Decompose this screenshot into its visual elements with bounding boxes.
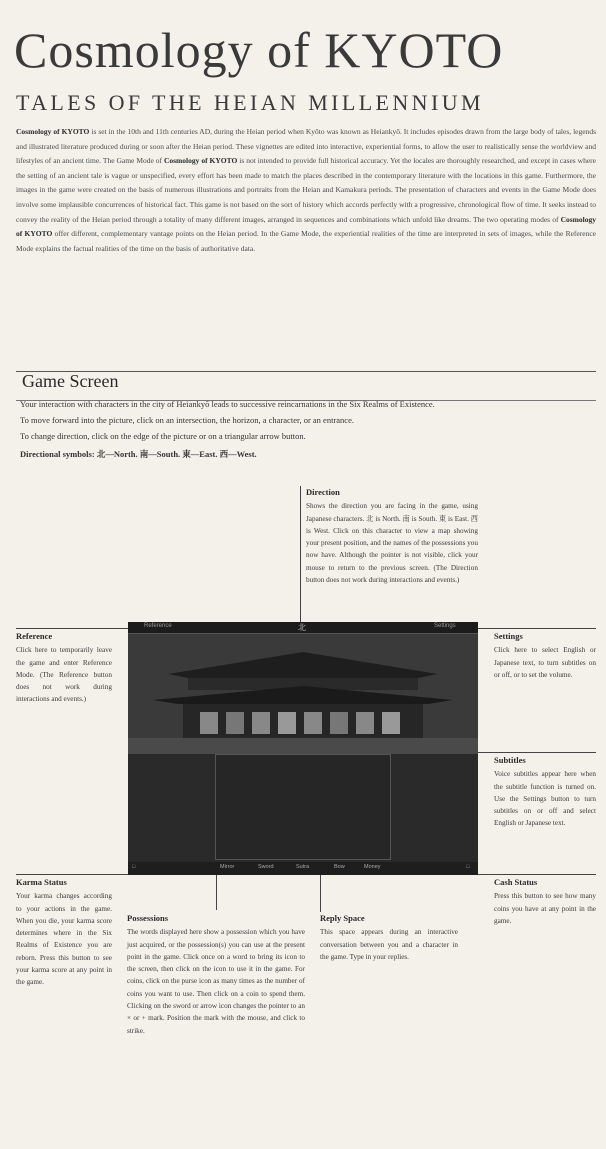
section-line-3: To change direction, click on the edge of the picture or on a triangular arrow button. (20, 431, 306, 441)
possessions-text: The words displayed here show a possession which you have just acquired, or the possession(s) you can use at the present point in the game. Click once on a word to bring its icon to the screen, then click on the icon to use it in the game. For coins, click on the purse icon as many times as the number of coins you want to use. Then click on a coin to spend them. Clicking on the sword or arrow icon changes the pointer to an × or + mark. Position the mark with the mouse, and click to strike. (127, 928, 305, 1035)
subtitle-reply-area[interactable] (215, 754, 391, 860)
section-line-2: To move forward into the picture, click on an intersection, the horizon, a character, or an entrance. (20, 415, 354, 425)
karma-status-button[interactable]: □ (132, 864, 136, 870)
palace-illustration (128, 634, 478, 754)
possessions-bar (128, 862, 478, 875)
intro-bold-title-2: Cosmology of KYOTO (163, 156, 238, 166)
game-screen-mockup (128, 622, 478, 875)
possessions-callout (127, 912, 305, 1037)
subtitles-callout (494, 754, 596, 830)
possession-item[interactable]: Money (364, 864, 381, 870)
direction-button[interactable]: 北 (298, 623, 306, 632)
directional-symbols (20, 448, 257, 460)
karma-title: Karma Status (16, 877, 67, 887)
section-line-1: Your interaction with characters in the city of Heiankyō leads to successive reincarnations in the Six Realms of Existence. (20, 399, 435, 409)
possession-item[interactable]: Bow (334, 864, 345, 870)
intro-bold-title-3: Cosmology of KYOTO (16, 214, 596, 239)
karma-text: Your karma changes according to your actions in the game. When you die, your karma score determines where in the Six Realms of Existence you are reborn. Press this button to see your karma score at any point in the game. (16, 892, 112, 987)
reply-title: Reply Space (320, 913, 365, 923)
settings-title: Settings (494, 631, 523, 641)
subtitles-title: Subtitles (494, 755, 526, 765)
karma-callout (16, 876, 112, 989)
settings-text: Click here to select English or Japanese text, to turn subtitles on or off, or to set the volume. (494, 646, 596, 679)
game-screen-section (16, 365, 596, 475)
game-top-bar (128, 622, 478, 634)
cash-callout (494, 876, 596, 927)
cash-text: Press this button to see how many coins you have at any point in the game. (494, 892, 596, 925)
possession-item[interactable]: Sword (258, 864, 274, 870)
reference-button[interactable]: Reference (144, 623, 172, 629)
game-bottom-area (128, 754, 478, 862)
page-subtitle: TALES OF THE HEIAN MILLENNIUM (16, 90, 484, 115)
section-title: Game Screen (22, 371, 119, 391)
subtitles-text: Voice subtitles appear here when the subtitle function is turned on. Use the Settings button to turn subtitles on or off and select English or Japanese text. (494, 770, 596, 828)
intro-text-1: is set in the 10th and 11th centuries AD, during the Heian period when Kyōto was known as Heiankyō. It includes episodes drawn from the large body of tales, legends and illustrated literature produced during or soon after the Heian period. These vignettes are edited into interactive, experiential forms, to allow the user to realistically sense the worldview and lifestyles of an ancient time. The Game Mode of (16, 127, 596, 166)
cash-status-button[interactable]: □ (466, 864, 470, 870)
direction-text: Shows the direction you are facing in the game, using Japanese characters. 北 is North. 南 is South. 東 is East. 西 is West. Click on this character to view a map showing your present position, and the names of the possessions you now have. Although the pointer is not visible, click your mouse to return to the previous screen. (The Direction button does not work during interactions and events.) (306, 502, 478, 585)
directional-values: 北—North. 南—South. 東—East. 西—West. (96, 449, 257, 459)
reference-callout (16, 630, 112, 706)
reference-text: Click here to temporarily leave the game and enter Reference Mode. (The Reference button does not work during interactions and events.) (16, 646, 112, 704)
settings-leader-line (478, 628, 596, 629)
karma-leader-line (16, 874, 128, 875)
direction-leader-line (300, 486, 301, 622)
reference-title: Reference (16, 631, 53, 641)
possession-item[interactable]: Mirror (220, 864, 235, 870)
settings-button[interactable]: Settings (434, 623, 456, 629)
settings-callout (494, 630, 596, 681)
subtitles-leader-line (478, 752, 596, 753)
directional-label: Directional symbols: (20, 449, 95, 459)
page-title: Cosmology of KYOTO (14, 22, 504, 78)
possessions-title: Possessions (127, 913, 169, 923)
intro-text-3: offer different, complementary vantage points on the Heian period. In the Game Mode, the experiential realities of the time are interpreted in sets of images, while the Reference Mode explains the factual realities of the time on the basis of authoritative data. (16, 229, 596, 253)
intro-text-2: is not intended to provide full historical accuracy. Yet the locales are thoroughly researched, and except in cases where the setting of an ancient tale is vague or unspecified, every effort has been made to match the places described in the contemporary literature with the locations in this game. Furthermore, the images in the game were created on the basis of numerous illustrations and portraits from the Heian and Kamakura periods. The presentation of characters and events in the Game Mode does involve some implausible concurrences of historical fact. This game is not based on the sort of history which accords perfectly with a progressive, chronological flow of time. It seeks instead to convey the reality of the Heian period through a totality of many different images, arranged in sequences and combinations which unfold like dreams. The two operating modes of (16, 156, 596, 224)
cash-title: Cash Status (494, 877, 538, 887)
reply-text: This space appears during an interactive conversation between you and a character in the game. Type in your replies. (320, 928, 458, 961)
direction-title: Direction (306, 487, 340, 497)
reference-leader-line (16, 628, 128, 629)
game-picture[interactable] (128, 634, 478, 754)
intro-bold-title-1: Cosmology of KYOTO (16, 127, 90, 136)
possession-item[interactable]: Sutra (296, 864, 310, 870)
direction-callout (306, 486, 478, 586)
intro-paragraph (16, 125, 596, 256)
cash-leader-line (478, 874, 596, 875)
reply-callout (320, 912, 458, 963)
